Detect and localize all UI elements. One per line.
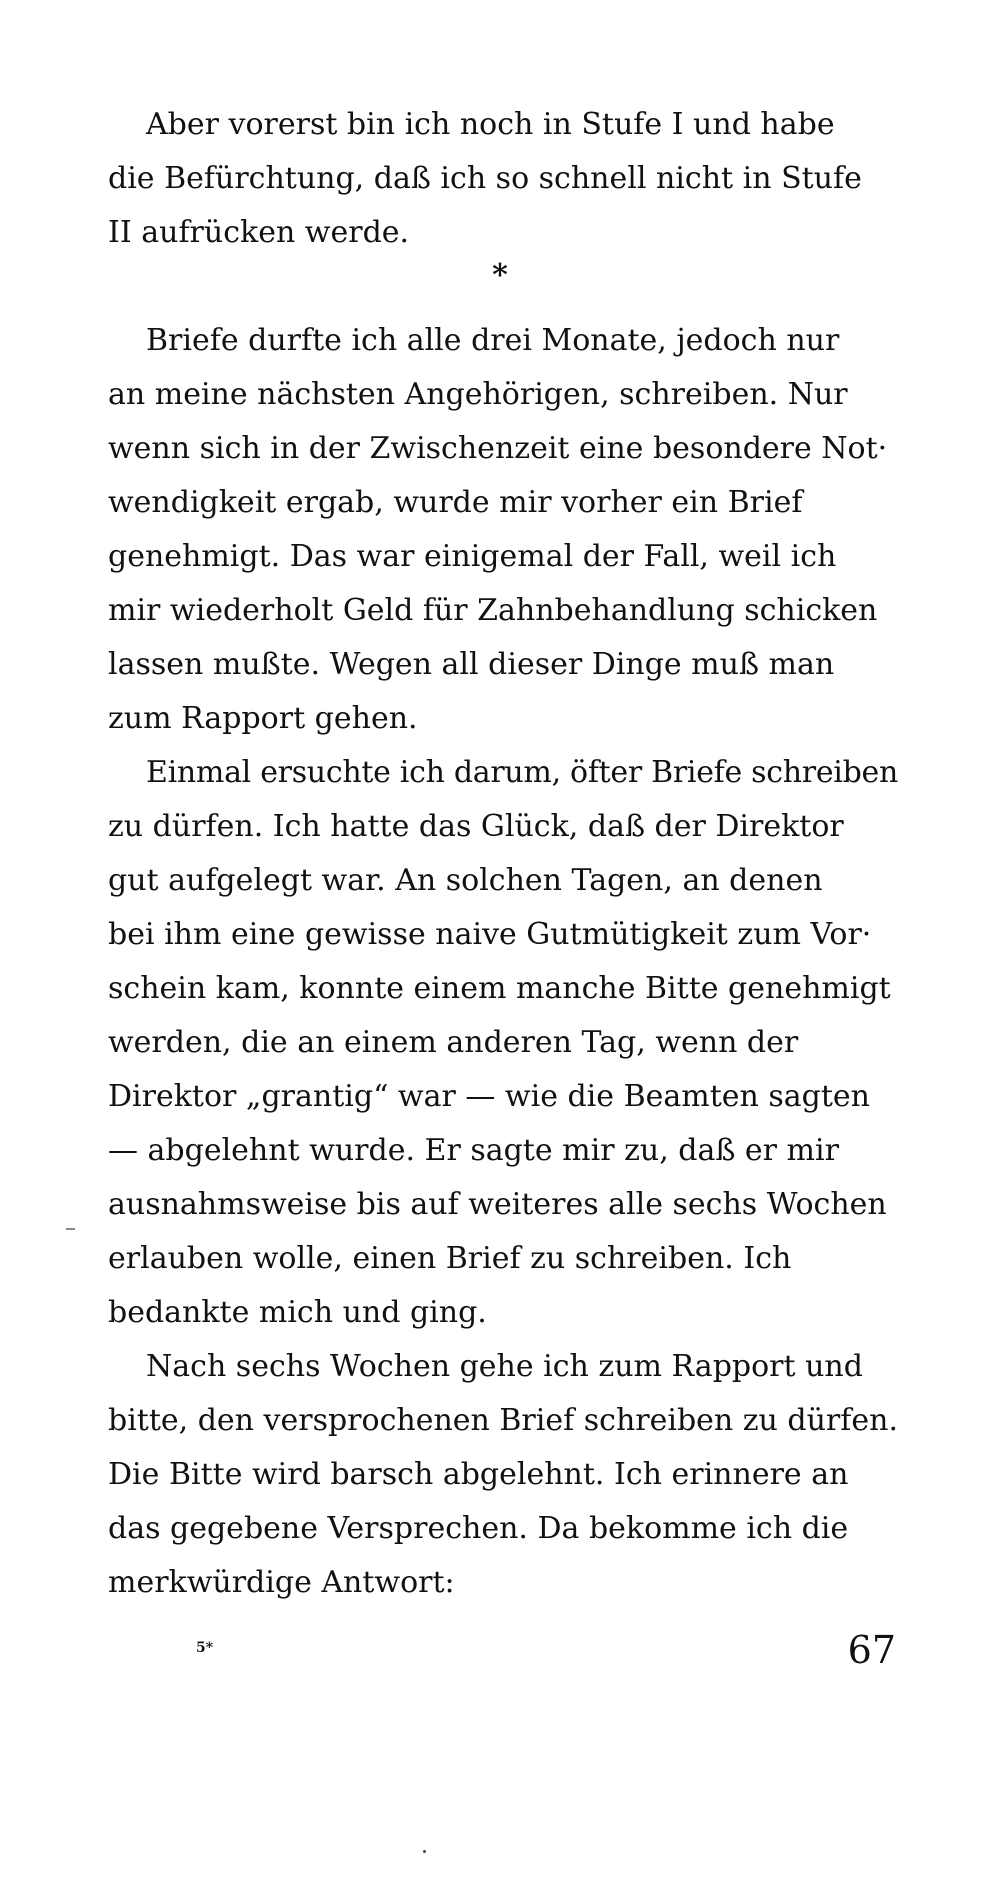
text-line: Einmal ersuchte ich darum, öfter Briefe schreiben	[146, 755, 898, 790]
text-line: bedankte mich und ging.	[108, 1295, 487, 1330]
text-line: lassen mußte. Wegen all dieser Dinge muß man	[108, 647, 835, 682]
text-line: zum Rapport gehen.	[108, 701, 418, 736]
text-line: II aufrücken werde.	[108, 215, 410, 250]
text-line: mir wiederholt Geld für Zahnbehandlung schicken	[108, 593, 878, 628]
margin-mark	[66, 1228, 75, 1230]
text-line: Nach sechs Wochen gehe ich zum Rapport und	[146, 1349, 863, 1384]
text-line: bitte, den versprochenen Brief schreiben zu dürfen.	[108, 1403, 898, 1438]
section-separator-asterisk: *	[492, 258, 508, 293]
paragraph-4	[108, 1340, 898, 1610]
text-line: ausnahmsweise bis auf weiteres alle sechs Wochen	[108, 1187, 887, 1222]
text-line: die Befürchtung, daß ich so schnell nicht in Stufe	[108, 161, 862, 196]
text-line: an meine nächsten Angehörigen, schreiben. Nur	[108, 377, 848, 412]
signature-mark: 5*	[196, 1640, 214, 1656]
text-line: schein kam, konnte einem manche Bitte genehmigt	[108, 971, 891, 1006]
text-line: erlauben wolle, einen Brief zu schreiben. Ich	[108, 1241, 792, 1276]
text-line: werden, die an einem anderen Tag, wenn der	[108, 1025, 799, 1060]
text-line: merkwürdige Antwort:	[108, 1565, 455, 1600]
text-line: Aber vorerst bin ich noch in Stufe I und habe	[146, 107, 835, 142]
text-line: Direktor „grantig“ war — wie die Beamten sagten	[108, 1079, 870, 1114]
text-line: gut aufgelegt war. An solchen Tagen, an denen	[108, 863, 823, 898]
text-line: wenn sich in der Zwischenzeit eine besondere Not·	[108, 431, 888, 466]
text-line: wendigkeit ergab, wurde mir vorher ein Brief	[108, 485, 803, 520]
text-line: zu dürfen. Ich hatte das Glück, daß der Direktor	[108, 809, 844, 844]
text-line: Briefe durfte ich alle drei Monate, jedoch nur	[146, 323, 840, 358]
scan-speck	[423, 1850, 426, 1853]
text-line: genehmigt. Das war einigemal der Fall, weil ich	[108, 539, 837, 574]
paragraph-3	[108, 746, 898, 1340]
text-line: Die Bitte wird barsch abgelehnt. Ich erinnere an	[108, 1457, 849, 1492]
paragraph-2	[108, 314, 898, 746]
text-line: bei ihm eine gewisse naive Gutmütigkeit zum Vor·	[108, 917, 872, 952]
text-line: — abgelehnt wurde. Er sagte mir zu, daß er mir	[108, 1133, 839, 1168]
text-line: das gegebene Versprechen. Da bekomme ich die	[108, 1511, 849, 1546]
paragraph-1	[108, 98, 898, 260]
page-number: 67	[847, 1628, 896, 1672]
